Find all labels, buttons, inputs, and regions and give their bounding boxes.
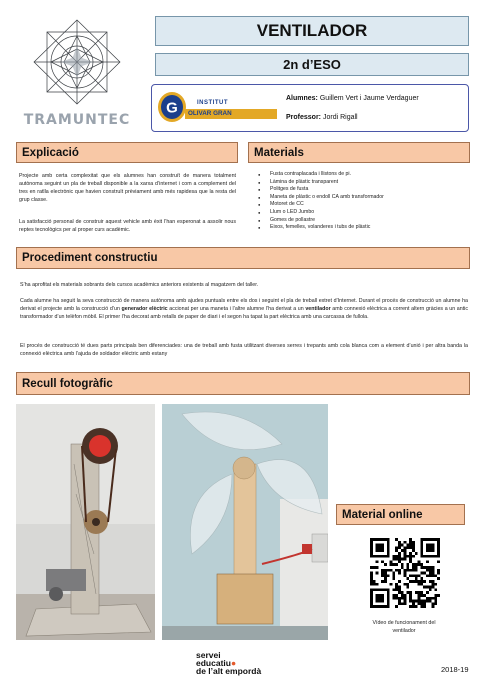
footer-line-2-text: educatiu: [196, 658, 231, 668]
procediment-paragraph-3: El procés de construcció té dues parts principals ben diferenciades: una de treball amb fusta utilitzant diverses serres i trepants amb cola blanca com a element d’unió i per altra banda la connexió elèctrica amb l’ajuda de soldador elèctric amb estany: [20, 343, 468, 357]
list-item: ● Eixos, femelles, volanderes i tubs de plàstic: [258, 224, 468, 232]
explicacio-paragraph-2: La satisfacció personal de construir aquest vehicle amb èxit l’han esperonat a assolir nous reptes tecnològics per al proper curs acadèmic.: [19, 219, 236, 233]
footer-logo: [196, 651, 261, 675]
list-item: ● Llum o LED Jumbo: [258, 209, 468, 217]
section-procediment: Procediment constructiu: [16, 247, 470, 269]
procediment-text-d: amb connexió elèctrica a corrent altern gràcies a un antic transformador d’un telèfon mòbil. El primer l’ha decorat amb retalls de paper de diari i el segon ha tapat la part elèctrica amb una carcassa de fullola.: [20, 306, 468, 320]
list-item: ● Fusta contraplacada i llistons de pi.: [258, 171, 468, 179]
photo-ventilador: [162, 404, 328, 640]
materials-list: [258, 171, 468, 232]
teacher-value: Jordi Rigall: [322, 114, 358, 121]
footer-line-1: servei: [196, 650, 221, 660]
list-item: ● Gomes de pollastre: [258, 217, 468, 225]
page-title: VENTILADOR: [155, 16, 469, 46]
teacher-line: [286, 114, 358, 121]
procediment-bold-generator: generador elèctric: [121, 306, 168, 312]
qr-code[interactable]: [370, 538, 440, 608]
list-item: ● Maneta de plàstic o endoll CA amb transformador: [258, 194, 468, 202]
photo-generator: [16, 404, 155, 640]
procediment-paragraph-2: [20, 297, 468, 321]
institute-word-2: OLIVAR GRAN: [188, 110, 232, 117]
list-item: ● Politges de fusta: [258, 186, 468, 194]
qr-caption-line-2: ventilador: [392, 628, 416, 634]
institute-word-1: INSTITUT: [197, 100, 228, 106]
section-materials: Materials: [248, 142, 470, 163]
procediment-paragraph-1: S’ha aprofitat els materials sobrants dels cursos acadèmics anteriors existents al magatzem del taller.: [20, 282, 259, 288]
procediment-text-c: accionat per una maneta i l’altre alumne l’ha derivat a un: [167, 306, 306, 312]
logo-text: TRAMUNTEC: [23, 112, 131, 128]
section-explicacio: Explicació: [16, 142, 238, 163]
footer-dot-icon: ●: [230, 658, 237, 668]
procediment-bold-ventilador: ventilador: [305, 306, 331, 312]
explicacio-paragraph-1: Projecte amb certa complexitat que els alumnes han construït de manera totalment autònoma seguint un pla de treball disponible a la xarxa d’internet i com a complement del tres en ratlla electrònic que havien construït prèviament amb més rapidesa que la resta del grup classe.: [19, 173, 236, 203]
institute-logo: [157, 88, 279, 128]
svg-text:G: G: [166, 99, 178, 117]
school-year: 2018-19: [441, 665, 469, 674]
students-value: Guillem Vert i Jaume Verdaguer: [319, 95, 419, 102]
footer-line-3: de l’alt empordà: [196, 666, 262, 676]
students-label: Alumnes:: [286, 95, 318, 102]
page-subtitle: 2n d’ESO: [155, 53, 469, 76]
teacher-label: Professor:: [286, 114, 322, 121]
section-recull: Recull fotogràfic: [16, 372, 470, 395]
list-item: ● Làmina de plàstic transparent: [258, 179, 468, 187]
section-material-online: Material online: [336, 504, 465, 525]
students-line: [286, 95, 419, 102]
qr-caption: [336, 619, 472, 635]
qr-caption-line-1: Vídeo de funcionament del: [372, 620, 436, 626]
procediment-text-a: Cada alumne ha seguit la seva construcció de manera autònoma amb ajudes puntuals entre els dos i seguint el pla de treball extret d’Internet. Durant el procés de construcció un alumne ha derivat el projecte amb la construcció d’un: [20, 298, 468, 312]
list-item: ● Motoret de CC: [258, 201, 468, 209]
